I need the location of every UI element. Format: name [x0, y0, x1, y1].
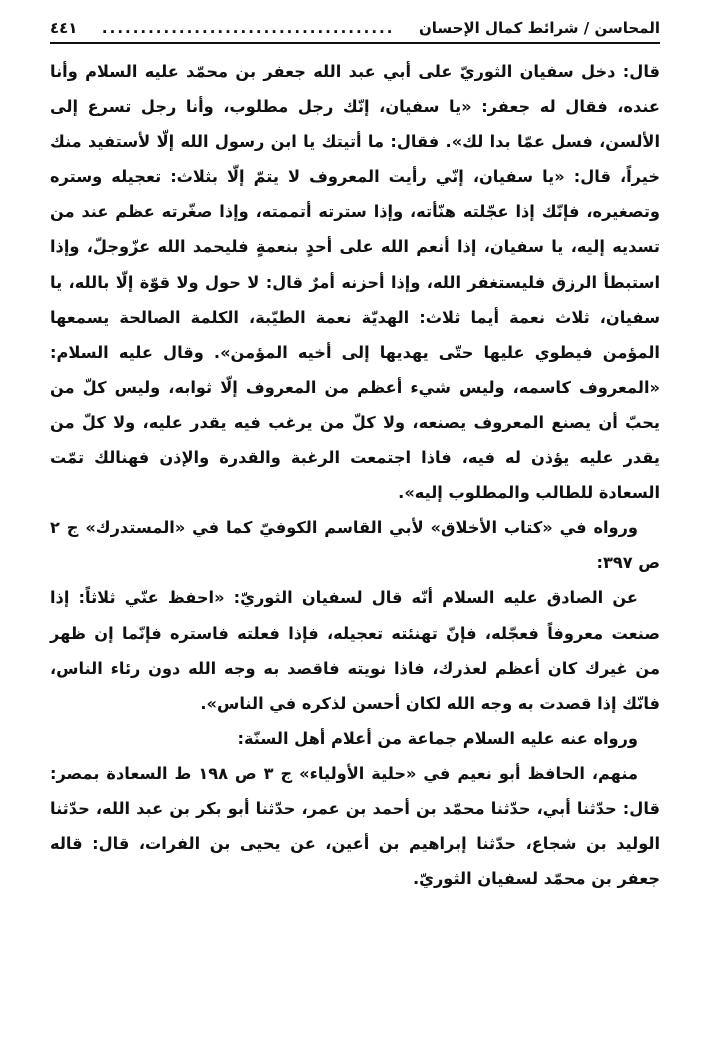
- running-header: [50, 16, 660, 40]
- paragraph-al-sadiq-narration: عن الصادق عليه السلام أنّه قال لسفيان الثوريّ: «احفظ عنّي ثلاثاً: إذا صنعت معروفاً فعجّله، فإنّ تهنئته تعجيله، فإذا فعلته فاستره فإنّما إن ظهر من غيرك كان أعظم لعذرك، فاذا نويته فاقصد به وجه الله دون رئاء الناس، فانّك إذا قصدت به وجه الله لكان أحسن لذكره في الناس».: [50, 588, 660, 713]
- paragraph-sunni-narrators-intro: ورواه عنه عليه السلام جماعة من أعلام أهل السنّة:: [237, 728, 638, 748]
- running-header-title: المحاسن / شرائط كمال الإحسان: [418, 19, 660, 37]
- header-rule: [50, 42, 660, 44]
- page-number: ٤٤١: [50, 19, 78, 37]
- body-text: [50, 54, 660, 896]
- paragraph-sufyan-dialogue: قال: دخل سفيان الثوريّ على أبي عبد الله جعفر بن محمّد عليه السلام وأنا عنده، فقال له جعفر: «يا سفيان، إنّك رجل مطلوب، وأنا رجل تسرع إلى الألسن، فسل عمّا بدا لك». فقال: ما أتيتك يا ابن رسول الله إلّا لأستفيد منك خيراً، قال: «يا سفيان، إنّي رأيت المعروف لا يتمّ إلّا بثلاث: تعجيله وستره وتصغيره، فإنّك إذا عجّلته هنّأته، وإذا سترته أتممته، وإذا صغّرته عظم عند من تسديه إليه، يا سفيان، إذا أنعم الله على أحدٍ بنعمةٍ فليحمد الله عزّوجلّ، وإذا استبطأ الرزق فليستغفر الله، وإذا أحزنه أمرٌ قال: لا حول ولا قوّة إلّا بالله، يا سفيان، ثلاث نعمة أيما ثلاث: الهديّة نعمة الطيّبة، الكلمة الصالحة يسمعها المؤمن فيطوي عليها حتّى يهديها إلى أخيه المؤمن». وقال عليه السلام: «المعروف كاسمه، وليس شيء أعظم من المعروف إلّا ثوابه، وليس كلّ من يحبّ أن يصنع المعروف يصنعه، ولا كلّ من يرغب فيه يقدر عليه، ولا كلّ من يقدر عليه يؤذن له فيه، فاذا اجتمعت الرغبة والقدرة والإذن فهنالك تمّت السعادة للطالب والمطلوب إليه».: [50, 62, 660, 503]
- paragraph-abu-nuaym-isnad: منهم، الحافظ أبو نعيم في «حلية الأولياء» ج ٣ ص ١٩٨ ط السعادة بمصر: قال: حدّثنا أبي، حدّثنا محمّد بن أحمد بن عمر، حدّثنا أبو بكر بن عبد الله، حدّثنا الوليد بن شجاع، حدّثنا إبراهيم بن أعين، عن يحيى بن الفرات، قال: قاله جعفر بن محمّد لسفيان الثوريّ.: [50, 763, 660, 889]
- paragraph-kitab-al-akhlaq-citation: ورواه في «كتاب الأخلاق» لأبي القاسم الكوفيّ كما في «المستدرك» ج ٢ ص ٣٩٧:: [50, 518, 660, 573]
- running-header-leader-dots: ......................................: [101, 19, 395, 37]
